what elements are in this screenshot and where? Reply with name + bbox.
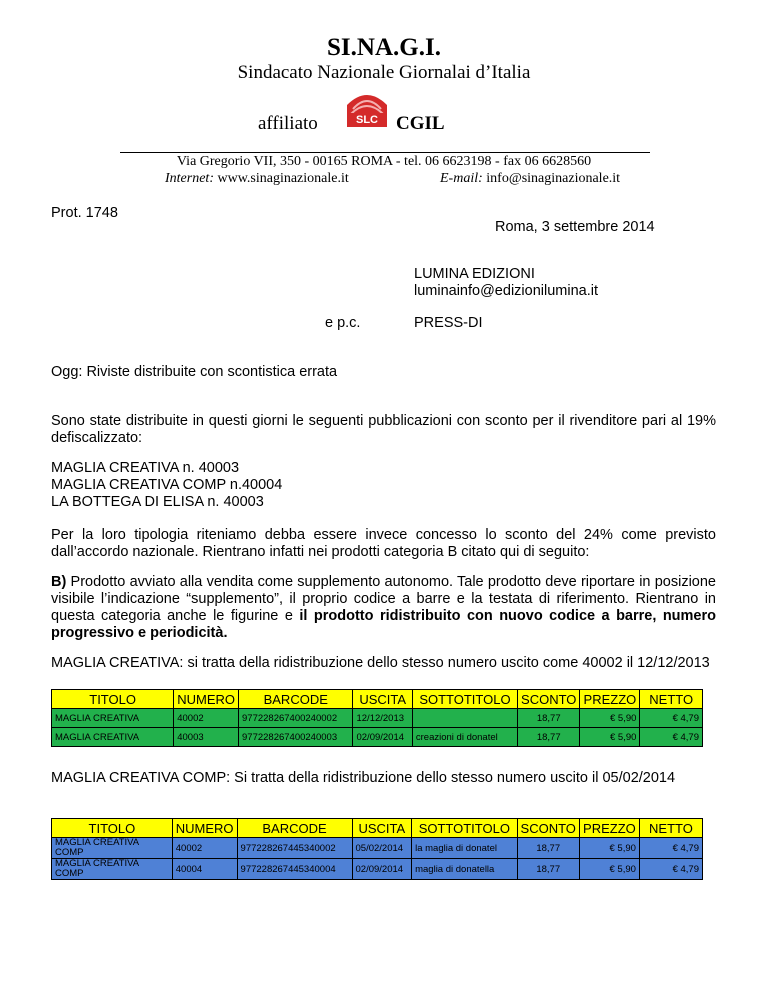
header-barcode: BARCODE xyxy=(239,690,353,709)
table-row xyxy=(52,838,703,859)
table-row xyxy=(52,709,703,728)
cell-sottotitolo xyxy=(412,709,517,728)
cell-sottotitolo: maglia di donatella xyxy=(412,859,517,880)
header-titolo: TITOLO xyxy=(52,819,173,838)
table-header-row xyxy=(52,819,703,838)
address-line: Via Gregorio VII, 350 - 00165 ROMA - tel. 06 6623198 - fax 06 6628560 xyxy=(176,154,592,169)
cell-titolo: MAGLIA CREATIVA xyxy=(52,709,174,728)
cell-sconto: 18,77 xyxy=(517,838,579,859)
cell-barcode: 977228267400240002 xyxy=(239,709,353,728)
email-line: E-mail: info@sinaginazionale.it xyxy=(440,171,621,186)
header-netto: NETTO xyxy=(640,690,703,709)
cell-uscita: 12/12/2013 xyxy=(353,709,412,728)
logo-text: SLC xyxy=(356,114,378,126)
header-prezzo: PREZZO xyxy=(579,819,639,838)
union-name: CGIL xyxy=(396,113,445,134)
table-row xyxy=(52,859,703,880)
cell-uscita: 02/09/2014 xyxy=(353,728,412,747)
cell-uscita: 02/09/2014 xyxy=(352,859,412,880)
section-maglia-creativa-comp: MAGLIA CREATIVA COMP: Si tratta della ridistribuzione dello stesso numero uscito il 05/02/2014 xyxy=(51,770,676,786)
header-netto: NETTO xyxy=(639,819,702,838)
cell-numero: 40002 xyxy=(172,838,237,859)
header-sconto: SCONTO xyxy=(517,819,579,838)
publication-list xyxy=(51,460,282,511)
paragraph-category-b: B) Prodotto avviato alla vendita come supplemento autonomo. Tale prodotto deve riportare in posizione visibile l’indicazione “supplemento”, il proprio codice a barre e la testata di riferimento. Rientrano in questa categoria anche le figurine e il prodotto ridistribuito con nuovo codice a barre, numero progressivo e periodicità. xyxy=(51,574,716,641)
paragraph-intro: Sono state distribuite in questi giorni le seguenti pubblicazioni con sconto per il rivenditore pari al 19% defiscalizzato: xyxy=(51,413,716,446)
publication-item: MAGLIA CREATIVA n. 40003 xyxy=(51,460,240,476)
cell-numero: 40004 xyxy=(172,859,237,880)
cell-prezzo: € 5,90 xyxy=(580,728,640,747)
section-maglia-creativa: MAGLIA CREATIVA: si tratta della ridistribuzione dello stesso numero uscito come 40002 il 12/12/2013 xyxy=(51,655,710,671)
cell-barcode: 977228267400240003 xyxy=(239,728,353,747)
cell-sconto: 18,77 xyxy=(518,728,580,747)
table-header-row xyxy=(52,690,703,709)
cell-netto: € 4,79 xyxy=(640,728,703,747)
org-full-name: Sindacato Nazionale Giornalai d’Italia xyxy=(237,62,531,83)
cell-sconto: 18,77 xyxy=(518,709,580,728)
cell-uscita: 05/02/2014 xyxy=(352,838,412,859)
cell-netto: € 4,79 xyxy=(640,709,703,728)
header-sottotitolo: SOTTOTITOLO xyxy=(412,690,517,709)
table-maglia-creativa-comp xyxy=(51,818,703,880)
header-numero: NUMERO xyxy=(172,819,237,838)
paragraph-category: Per la loro tipologia riteniamo debba essere invece concesso lo sconto del 24% come previsto dall’accordo nazionale. Rientrano infatti nei prodotti categoria B citato qui di seguito: xyxy=(51,527,716,560)
cell-numero: 40002 xyxy=(174,709,239,728)
protocol-number: Prot. 1748 xyxy=(51,205,118,221)
recipient-email[interactable]: luminainfo@edizionilumina.it xyxy=(414,283,598,299)
website-link[interactable]: www.sinaginazionale.it xyxy=(217,171,349,186)
header-uscita: USCITA xyxy=(353,690,412,709)
slc-logo xyxy=(343,83,391,131)
cell-sconto: 18,77 xyxy=(517,859,579,880)
letter-date: Roma, 3 settembre 2014 xyxy=(495,219,655,235)
cell-prezzo: € 5,90 xyxy=(580,709,640,728)
cell-barcode: 977228267445340002 xyxy=(237,838,352,859)
table-row xyxy=(52,728,703,747)
affiliato-label: affiliato xyxy=(258,113,318,134)
cell-prezzo: € 5,90 xyxy=(579,859,639,880)
header-barcode: BARCODE xyxy=(237,819,352,838)
header-numero: NUMERO xyxy=(174,690,239,709)
cell-netto: € 4,79 xyxy=(639,859,702,880)
publication-item: MAGLIA CREATIVA COMP n.40004 xyxy=(51,477,283,493)
org-title: SI.NA.G.I. xyxy=(327,34,441,61)
cell-titolo: MAGLIA CREATIVA COMP xyxy=(52,859,173,880)
cell-titolo: MAGLIA CREATIVA COMP xyxy=(52,838,173,859)
cell-titolo: MAGLIA CREATIVA xyxy=(52,728,174,747)
header-uscita: USCITA xyxy=(352,819,412,838)
header-sconto: SCONTO xyxy=(518,690,580,709)
table-maglia-creativa xyxy=(51,689,703,747)
cell-numero: 40003 xyxy=(174,728,239,747)
cell-sottotitolo: la maglia di donatel xyxy=(412,838,517,859)
cc-recipient: PRESS-DI xyxy=(414,315,483,331)
publication-item: LA BOTTEGA DI ELISA n. 40003 xyxy=(51,494,264,510)
cell-sottotitolo: creazioni di donatel xyxy=(412,728,517,747)
cell-netto: € 4,79 xyxy=(639,838,702,859)
header-sottotitolo: SOTTOTITOLO xyxy=(412,819,517,838)
header-prezzo: PREZZO xyxy=(580,690,640,709)
cell-prezzo: € 5,90 xyxy=(579,838,639,859)
recipient-name: LUMINA EDIZIONI xyxy=(414,266,535,282)
subject-line: Ogg: Riviste distribuite con scontistica errata xyxy=(51,364,338,380)
header-titolo: TITOLO xyxy=(52,690,174,709)
letterhead-divider xyxy=(120,152,650,153)
website-line: Internet: www.sinaginazionale.it xyxy=(165,171,349,186)
email-link[interactable]: info@sinaginazionale.it xyxy=(486,171,621,186)
cc-label: e p.c. xyxy=(325,315,361,331)
cell-barcode: 977228267445340004 xyxy=(237,859,352,880)
